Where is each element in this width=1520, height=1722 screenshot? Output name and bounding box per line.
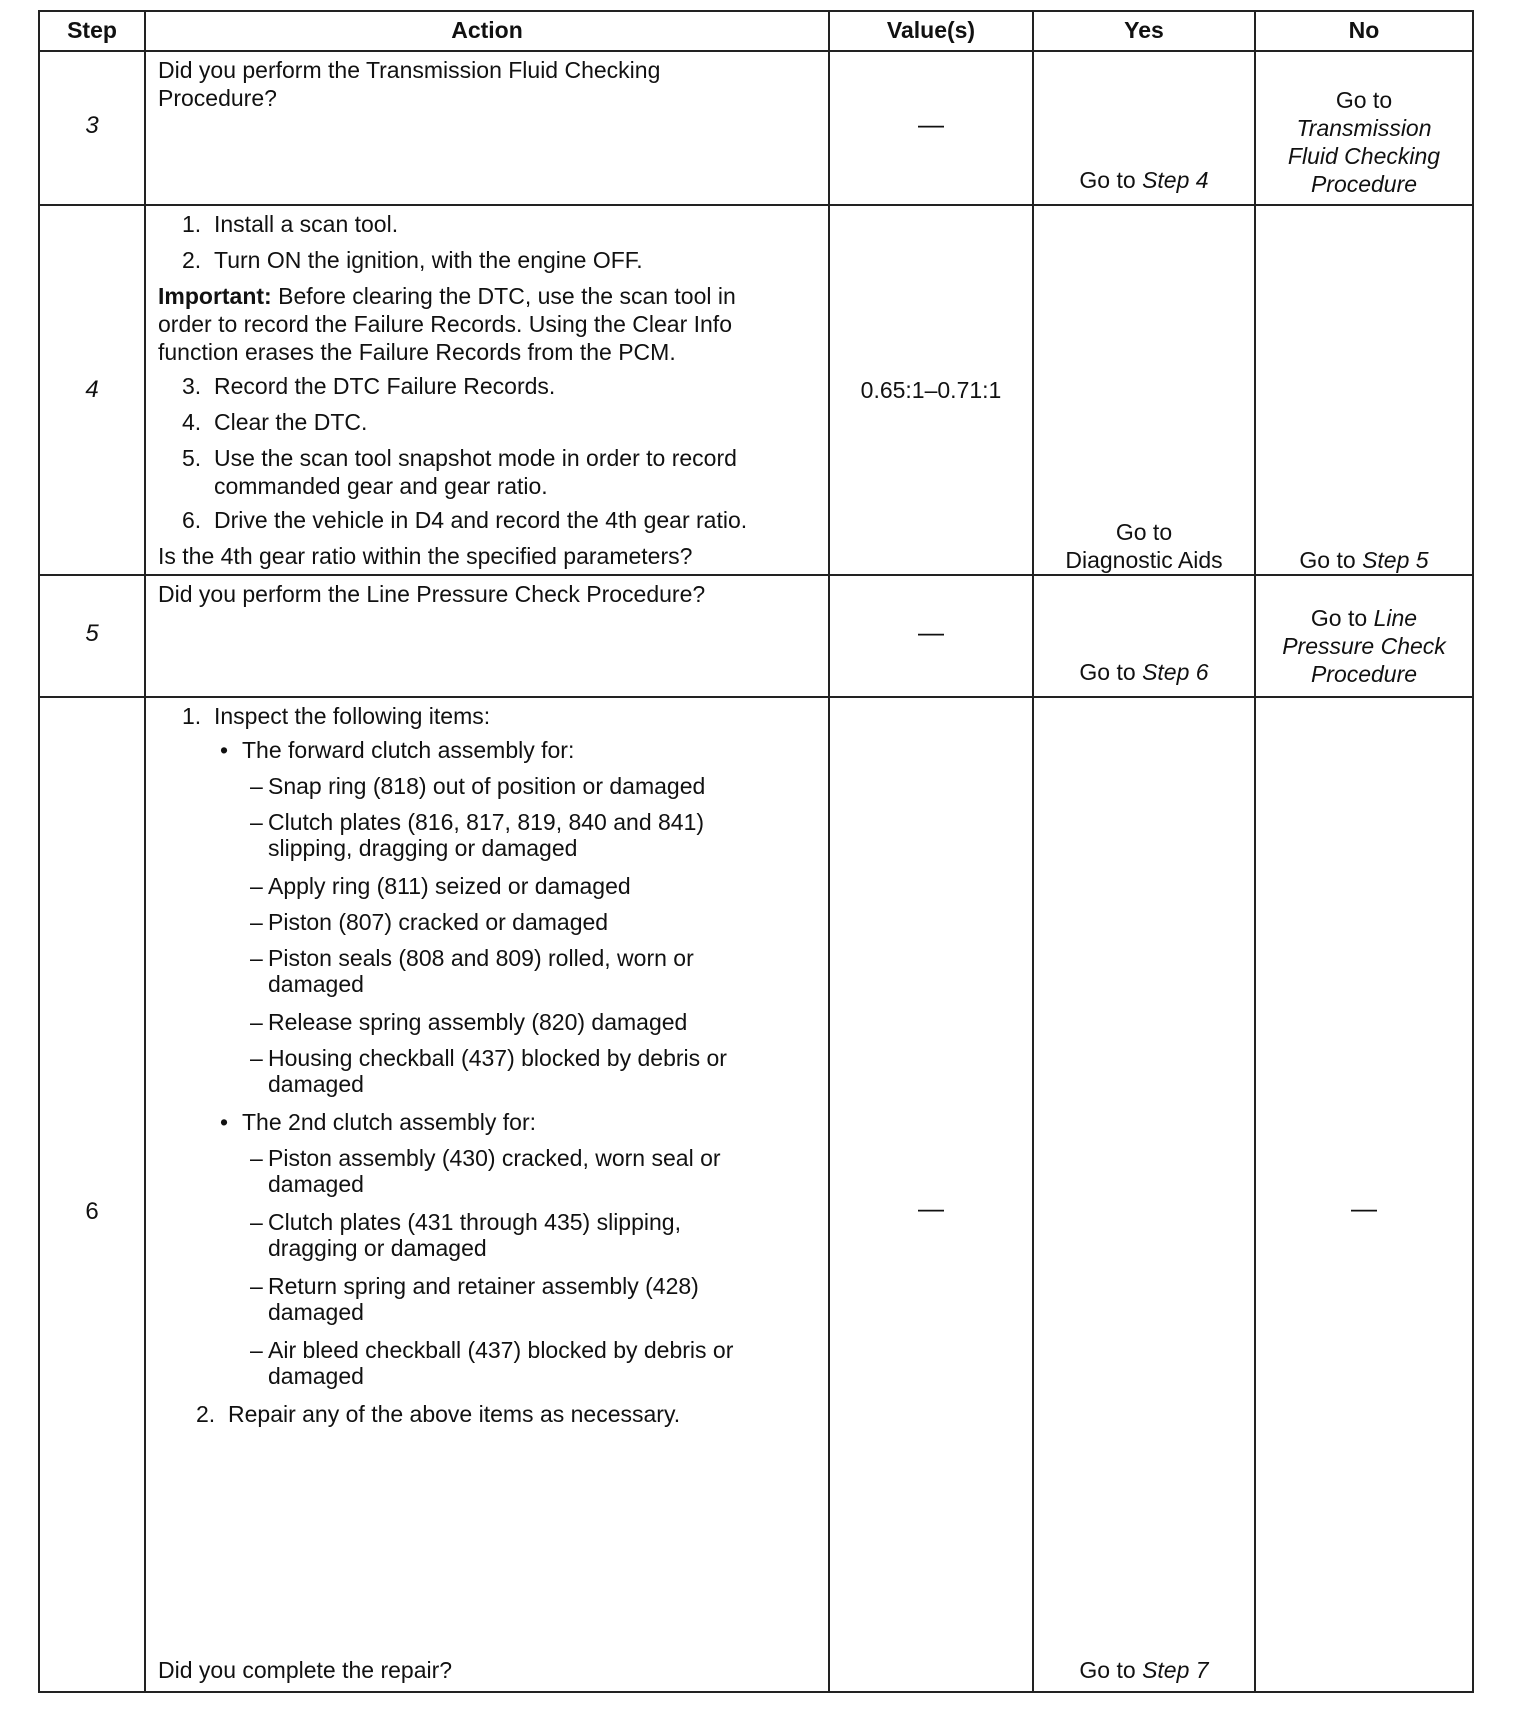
yes-cell	[1032, 698, 1254, 1691]
table-row-step-5	[40, 574, 1472, 696]
value-cell	[828, 52, 1032, 204]
sub-item	[158, 1008, 818, 1044]
question-text: Is the 4th gear ratio within the specified parameters?	[158, 543, 693, 569]
item-number: 2.	[182, 247, 202, 273]
value-text: —	[918, 617, 944, 647]
sub-item-text: damaged	[268, 971, 364, 997]
step-link[interactable]: Step 5	[1362, 547, 1429, 573]
list-item	[158, 444, 818, 506]
step-cell	[40, 698, 144, 1691]
question-text: Did you complete the repair?	[158, 1657, 453, 1683]
no-cell	[1254, 206, 1472, 574]
sub-item-text: Housing checkball (437) blocked by debris or	[268, 1045, 727, 1071]
header-no: No	[1254, 12, 1472, 50]
list-item	[158, 210, 818, 246]
value-cell	[828, 576, 1032, 696]
sub-item	[158, 1272, 818, 1336]
step-link[interactable]: Step 4	[1142, 167, 1209, 193]
action-text: Procedure?	[158, 85, 277, 111]
sub-item-text: dragging or damaged	[268, 1235, 487, 1261]
bullet-text: The forward clutch assembly for:	[242, 737, 575, 763]
bullet-text: The 2nd clutch assembly for:	[242, 1109, 537, 1135]
no-cell	[1254, 52, 1472, 204]
no-prefix: Go to	[1299, 547, 1363, 573]
list-item	[158, 506, 818, 542]
sub-item	[158, 944, 818, 1008]
procedure-link[interactable]: Fluid Checking	[1287, 143, 1441, 169]
no-reference	[1256, 604, 1472, 688]
sub-item	[158, 872, 818, 908]
step-number: 6	[85, 1198, 99, 1225]
table-row-step-3	[40, 50, 1472, 204]
yes-reference	[1034, 166, 1254, 194]
sub-item	[158, 1208, 818, 1272]
dash-marker: –	[250, 1337, 263, 1363]
important-note	[158, 282, 818, 366]
item-text: Install a scan tool.	[214, 211, 399, 237]
sub-item-text: damaged	[268, 1363, 364, 1389]
item-number: 3.	[182, 373, 202, 399]
item-text: commanded gear and gear ratio.	[214, 473, 548, 499]
bullet-icon: •	[220, 1109, 229, 1135]
value-text: 0.65:1–0.71:1	[860, 377, 1002, 403]
yes-prefix: Go to	[1079, 1657, 1143, 1683]
procedure-link[interactable]: Procedure	[1310, 171, 1418, 197]
yes-prefix: Go to	[1079, 659, 1143, 685]
table-row-step-6	[40, 696, 1472, 1691]
yes-reference	[1034, 518, 1254, 574]
item-number: 1.	[182, 211, 202, 237]
diagnostic-aids-link[interactable]: Diagnostic Aids	[1065, 547, 1223, 573]
step-number: 5	[85, 620, 99, 647]
sub-item	[158, 1044, 818, 1108]
no-reference	[1256, 86, 1472, 198]
yes-reference	[1034, 1656, 1254, 1684]
action-cell	[144, 206, 828, 574]
no-cell	[1254, 576, 1472, 696]
action-cell	[144, 698, 828, 1691]
item-text: Drive the vehicle in D4 and record the 4th gear ratio.	[214, 507, 748, 533]
dash-marker: –	[250, 809, 263, 835]
header-action: Action	[144, 12, 828, 50]
sub-item-text: damaged	[268, 1071, 364, 1097]
dash-marker: –	[250, 1145, 263, 1171]
sub-item	[158, 1144, 818, 1208]
important-text: Before clearing the DTC, use the scan tool in	[271, 283, 736, 309]
sub-item-text: damaged	[268, 1299, 364, 1325]
value-text: —	[918, 1193, 944, 1223]
item-number: 5.	[182, 445, 202, 471]
value-cell	[828, 206, 1032, 574]
action-cell	[144, 52, 828, 204]
procedure-link[interactable]: Procedure	[1310, 661, 1418, 687]
list-item	[158, 372, 818, 408]
dash-marker: –	[250, 1009, 263, 1035]
sub-item-text: Air bleed checkball (437) blocked by debris or	[268, 1337, 734, 1363]
bullet-item	[158, 1108, 818, 1144]
list-item	[158, 1400, 818, 1434]
value-text: —	[918, 109, 944, 139]
dash-marker: –	[250, 1209, 263, 1235]
header-yes: Yes	[1032, 12, 1254, 50]
item-text: Inspect the following items:	[214, 703, 491, 729]
yes-cell	[1032, 576, 1254, 696]
no-reference: —	[1351, 1193, 1377, 1223]
item-number: 6.	[182, 507, 202, 533]
procedure-link[interactable]: Transmission	[1296, 115, 1432, 141]
sub-item	[158, 908, 818, 944]
item-text: Record the DTC Failure Records.	[214, 373, 556, 399]
bullet-icon: •	[220, 737, 229, 763]
dash-marker: –	[250, 873, 263, 899]
item-text: Clear the DTC.	[214, 409, 368, 435]
yes-cell	[1032, 206, 1254, 574]
no-prefix: Go to	[1310, 605, 1374, 631]
sub-item	[158, 808, 818, 872]
sub-item-text: Return spring and retainer assembly (428)	[268, 1273, 699, 1299]
step-cell	[40, 576, 144, 696]
sub-item-text: damaged	[268, 1171, 364, 1197]
table-row-step-4	[40, 204, 1472, 574]
action-text: Did you perform the Line Pressure Check Procedure?	[158, 581, 706, 607]
step-number: 4	[85, 376, 99, 403]
yes-cell	[1032, 52, 1254, 204]
step-cell	[40, 206, 144, 574]
yes-prefix: Go to	[1079, 167, 1143, 193]
sub-item-text: Piston (807) cracked or damaged	[268, 909, 609, 935]
step-link[interactable]: Step 7	[1142, 1657, 1209, 1683]
sub-item-text: slipping, dragging or damaged	[268, 835, 578, 861]
sub-item-text: Apply ring (811) seized or damaged	[268, 873, 631, 899]
header-step: Step	[67, 17, 117, 43]
dash-marker: –	[250, 773, 263, 799]
important-text: order to record the Failure Records. Using the Clear Info	[158, 311, 732, 337]
no-reference	[1256, 546, 1472, 574]
sub-item-text: Clutch plates (431 through 435) slipping,	[268, 1209, 681, 1235]
step-number: 3	[85, 112, 99, 139]
value-cell	[828, 698, 1032, 1691]
list-item	[158, 408, 818, 444]
procedure-link[interactable]: Pressure Check	[1282, 633, 1446, 659]
sub-item	[158, 772, 818, 808]
header-values: Value(s)	[828, 12, 1032, 50]
item-text: Use the scan tool snapshot mode in order to record	[214, 445, 737, 471]
dash-marker: –	[250, 945, 263, 971]
list-item	[158, 702, 818, 736]
sub-item-text: Clutch plates (816, 817, 819, 840 and 841)	[268, 809, 705, 835]
item-text: Turn ON the ignition, with the engine OFF.	[214, 247, 643, 273]
item-text: Repair any of the above items as necessary.	[228, 1401, 681, 1427]
sub-item-text: Release spring assembly (820) damaged	[268, 1009, 688, 1035]
yes-prefix: Go to	[1115, 519, 1173, 545]
dash-marker: –	[250, 1045, 263, 1071]
no-prefix: Go to	[1335, 87, 1393, 113]
dash-marker: –	[250, 1273, 263, 1299]
yes-reference	[1034, 658, 1254, 686]
important-label: Important:	[158, 283, 272, 309]
no-cell	[1254, 698, 1472, 1691]
action-cell	[144, 576, 828, 696]
action-text: Did you perform the Transmission Fluid Checking	[158, 57, 661, 83]
diagnostic-table	[38, 10, 1474, 1693]
step-cell	[40, 52, 144, 204]
item-number: 4.	[182, 409, 202, 435]
inspection-groups	[158, 736, 818, 1400]
procedure-link[interactable]: Line	[1373, 605, 1418, 631]
sub-item-text: Piston assembly (430) cracked, worn seal or	[268, 1145, 721, 1171]
item-number: 2.	[196, 1401, 216, 1427]
item-number: 1.	[182, 703, 202, 729]
sub-item-text: Snap ring (818) out of position or damaged	[268, 773, 706, 799]
table-header-row	[40, 12, 1472, 50]
sub-item	[158, 1336, 818, 1400]
bullet-item	[158, 736, 818, 772]
step-link[interactable]: Step 6	[1142, 659, 1209, 685]
list-item	[158, 246, 818, 282]
dash-marker: –	[250, 909, 263, 935]
important-text: function erases the Failure Records from the PCM.	[158, 339, 676, 365]
sub-item-text: Piston seals (808 and 809) rolled, worn or	[268, 945, 694, 971]
